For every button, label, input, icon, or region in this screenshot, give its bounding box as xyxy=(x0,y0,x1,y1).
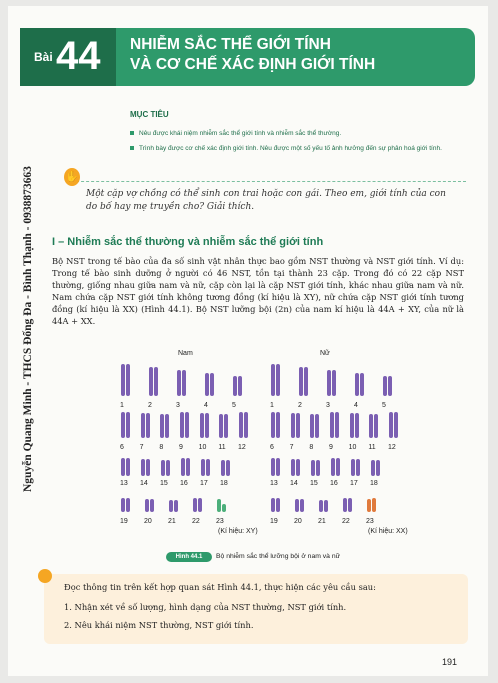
opening-question: Một cặp vợ chồng có thể sinh con trai hoặc con gái. Theo em, giới tính của con do bố hay mẹ truyền cho? Giải thích. xyxy=(86,189,446,212)
chromosome xyxy=(291,459,295,476)
chromosome xyxy=(367,499,371,512)
chromosome-pair-label: 7 xyxy=(139,444,144,451)
male-symbol: (Kí hiệu: XY) xyxy=(218,528,258,535)
chromosome xyxy=(221,460,225,476)
chromosome-pair-label: 5 xyxy=(232,402,236,409)
chromosome xyxy=(233,376,237,396)
chromosome-pair-label: 14 xyxy=(290,480,298,487)
chromosome xyxy=(200,413,204,438)
side-watermark: Nguyễn Quang Minh - THCS Đống Đa - Bình Thạnh - 0938873663 xyxy=(22,166,34,492)
objective-text: Trình bày được cơ chế xác định giới tính. Nêu được một số yếu tố ảnh hưởng đến sự phân hoá giới tính. xyxy=(139,145,442,152)
chromosome xyxy=(276,498,280,512)
chromosome xyxy=(181,458,185,476)
bullet-icon xyxy=(130,146,134,150)
body-paragraph: Bộ NST trong tế bào của đa số sinh vật nhân thực bao gồm NST thường và NST giới tính. Ví dụ: Trong tế bào sinh dưỡng ở người có 46 NST, tồn tại thành 23 cặp. Trong đó có 22 cặp NST thường, giống nhau giữa nam và nữ, cặp còn lại là cặp NST giới tính, khác nhau giữa nam và nữ. Nam chứa cặp NST giới tính không tương đồng (kí hiệu là XY), nữ chứa cặp NST giới tính tương đồng (kí hiệu là XX) (Hình 44.1). Bộ NST lưỡng bội (2n) của nam kí hiệu là 44A + XY, của nữ là 44A + XX. xyxy=(52,256,464,326)
chromosome-pair-label: 20 xyxy=(144,518,152,525)
figure-badge: Hình 44.1 xyxy=(166,552,212,562)
chromosome xyxy=(324,500,328,512)
chromosome-pair-label: 3 xyxy=(326,402,330,409)
chromosome xyxy=(201,459,205,476)
chromosome xyxy=(154,367,158,396)
chromosome xyxy=(394,412,398,438)
chromosome-pair-label: 18 xyxy=(220,480,228,487)
chromosome xyxy=(369,414,373,438)
chromosome xyxy=(206,459,210,476)
chromosome xyxy=(350,413,354,438)
female-symbol: (Kí hiệu: XX) xyxy=(368,528,408,535)
chromosome xyxy=(331,458,335,476)
chromosome xyxy=(146,413,150,438)
chromosome xyxy=(310,414,314,438)
chromosome-pair-label: 21 xyxy=(318,518,326,525)
chromosome xyxy=(161,460,165,476)
chromosome-pair-label: 10 xyxy=(348,444,357,451)
chromosome xyxy=(355,373,359,396)
chromosome xyxy=(300,499,304,512)
chromosome xyxy=(146,459,150,476)
chromosome xyxy=(372,498,376,512)
chromosome xyxy=(296,413,300,438)
objectives-heading: MỤC TIÊU xyxy=(130,110,169,119)
bullet-icon xyxy=(130,131,134,135)
task-item: 2. Nêu khái niệm NST thường, NST giới tính. xyxy=(64,620,254,630)
chromosome-pair-label: 21 xyxy=(168,518,176,525)
task-item: 1. Nhận xét về số lượng, hình dạng của NST thường, NST giới tính. xyxy=(64,602,347,612)
textbook-page xyxy=(8,6,488,676)
chromosome xyxy=(193,498,197,512)
chromosome-pair-label: 11 xyxy=(368,444,376,451)
chromosome xyxy=(336,458,340,476)
objective-item xyxy=(130,130,341,137)
chromosome-pair-label: 16 xyxy=(180,480,188,487)
activity-icon xyxy=(38,569,52,583)
chromosome xyxy=(315,414,319,438)
chromosome xyxy=(149,367,153,396)
chromosome xyxy=(343,498,347,512)
hand-icon: ✋ xyxy=(64,168,80,186)
task-intro: Đọc thông tin trên kết hợp quan sát Hình 44.1, thực hiện các yêu cầu sau: xyxy=(64,582,376,592)
chromosome xyxy=(182,370,186,396)
chromosome-pair-label: 11 xyxy=(218,444,226,451)
chromosome xyxy=(121,458,125,476)
chromosome-pair-label: 16 xyxy=(330,480,338,487)
chromosome xyxy=(311,460,315,476)
chromosome-pair-label: 12 xyxy=(388,444,396,451)
chromosome xyxy=(319,500,323,512)
chromosome xyxy=(330,412,334,438)
chromosome xyxy=(185,412,189,438)
chromosome-pair-label: 19 xyxy=(120,518,128,525)
chromosome xyxy=(198,498,202,512)
chromosome-pair-label: 19 xyxy=(270,518,278,525)
chromosome xyxy=(355,413,359,438)
chromosome xyxy=(121,412,125,438)
chromosome xyxy=(291,413,295,438)
chromosome-pair-label: 22 xyxy=(192,518,200,525)
chromosome-pair-label: 13 xyxy=(120,480,128,487)
chromosome-pair-label: 1 xyxy=(120,402,124,409)
chromosome xyxy=(244,412,248,438)
female-label: Nữ xyxy=(320,350,330,357)
chromosome-pair-label: 15 xyxy=(160,480,168,487)
chromosome-pair-label: 23 xyxy=(366,518,374,525)
chromosome xyxy=(166,460,170,476)
chromosome xyxy=(238,376,242,396)
chromosome xyxy=(126,458,130,476)
chromosome xyxy=(271,364,275,396)
chromosome xyxy=(299,367,303,396)
section-title: I – Nhiễm sắc thể thường và nhiễm sắc thể giới tính xyxy=(52,236,324,248)
chromosome-pair-label: 17 xyxy=(350,480,358,487)
lesson-title-line2: VÀ CƠ CHẾ XÁC ĐỊNH GIỚI TÍNH xyxy=(130,56,376,73)
chromosome xyxy=(177,370,181,396)
chromosome xyxy=(217,499,221,512)
chromosome xyxy=(348,498,352,512)
chromosome-pair-label: 5 xyxy=(382,402,386,409)
lesson-number: 44 xyxy=(56,34,101,78)
chromosome xyxy=(276,364,280,396)
chromosome-pair-label: 2 xyxy=(298,402,302,409)
chromosome-pair-label: 3 xyxy=(176,402,180,409)
chromosome xyxy=(374,414,378,438)
karyotype-figure xyxy=(98,350,438,550)
chromosome xyxy=(126,498,130,512)
chromosome xyxy=(121,364,125,396)
chromosome xyxy=(126,364,130,396)
chromosome-pair-label: 6 xyxy=(270,444,274,451)
chromosome-pair-label: 14 xyxy=(140,480,148,487)
chromosome xyxy=(226,460,230,476)
chromosome xyxy=(169,500,173,512)
objective-text: Nêu được khái niệm nhiễm sắc thể giới tính và nhiễm sắc thể thường. xyxy=(139,130,342,137)
chromosome-pair-label: 8 xyxy=(159,444,164,451)
chromosome xyxy=(271,458,275,476)
chromosome-pair-label: 1 xyxy=(270,402,274,409)
chromosome xyxy=(219,414,223,438)
chromosome xyxy=(205,373,209,396)
chromosome-pair-label: 7 xyxy=(289,444,294,451)
objective-item xyxy=(130,145,442,152)
chromosome-pair-label: 15 xyxy=(310,480,318,487)
chromosome xyxy=(332,370,336,396)
chromosome-pair-label: 18 xyxy=(370,480,378,487)
chromosome xyxy=(276,412,280,438)
chromosome xyxy=(121,498,125,512)
chromosome xyxy=(335,412,339,438)
chromosome xyxy=(304,367,308,396)
chromosome xyxy=(174,500,178,512)
chromosome xyxy=(356,459,360,476)
chromosome xyxy=(141,413,145,438)
chromosome-pair-label: 10 xyxy=(198,444,207,451)
chromosome xyxy=(180,412,184,438)
chromosome xyxy=(160,414,164,438)
chromosome-pair-label: 4 xyxy=(204,402,208,409)
chromosome-pair-label: 20 xyxy=(294,518,302,525)
chromosome xyxy=(141,459,145,476)
chromosome xyxy=(210,373,214,396)
male-label: Nam xyxy=(178,350,193,357)
chromosome xyxy=(383,376,387,396)
chromosome-pair-label: 6 xyxy=(120,444,124,451)
chromosome xyxy=(360,373,364,396)
chromosome xyxy=(371,460,375,476)
chromosome-pair-label: 22 xyxy=(342,518,350,525)
chromosome-pair-label: 8 xyxy=(309,444,314,451)
chromosome-pair-label: 13 xyxy=(270,480,278,487)
chromosome xyxy=(276,458,280,476)
chromosome xyxy=(327,370,331,396)
chromosome xyxy=(388,376,392,396)
chromosome xyxy=(271,498,275,512)
chromosome xyxy=(165,414,169,438)
chromosome xyxy=(295,499,299,512)
chromosome xyxy=(126,412,130,438)
chromosome-pair-label: 23 xyxy=(216,518,224,525)
lesson-title xyxy=(130,35,375,75)
chromosome xyxy=(239,412,243,438)
lesson-prefix: Bài xyxy=(34,50,53,64)
chromosome xyxy=(351,459,355,476)
chromosome xyxy=(205,413,209,438)
chromosome xyxy=(224,414,228,438)
page-number: 191 xyxy=(442,657,458,667)
question-divider xyxy=(66,181,466,182)
lesson-title-line1: NHIỄM SẮC THỂ GIỚI TÍNH xyxy=(130,36,331,53)
figure-caption: Bộ nhiễm sắc thể lưỡng bội ở nam và nữ xyxy=(216,553,341,560)
chromosome-pair-label: 4 xyxy=(354,402,358,409)
chromosome xyxy=(186,458,190,476)
chromosome xyxy=(296,459,300,476)
chromosome-pair-label: 17 xyxy=(200,480,208,487)
chromosome xyxy=(271,412,275,438)
chromosome xyxy=(376,460,380,476)
chromosome xyxy=(145,499,149,512)
chromosome-pair-label: 9 xyxy=(179,444,183,451)
chromosome xyxy=(389,412,393,438)
chromosome xyxy=(316,460,320,476)
chromosome xyxy=(150,499,154,512)
chromosome xyxy=(222,504,226,512)
chromosome-pair-label: 12 xyxy=(238,444,246,451)
chromosome-pair-label: 9 xyxy=(329,444,333,451)
chromosome-pair-label: 2 xyxy=(148,402,152,409)
